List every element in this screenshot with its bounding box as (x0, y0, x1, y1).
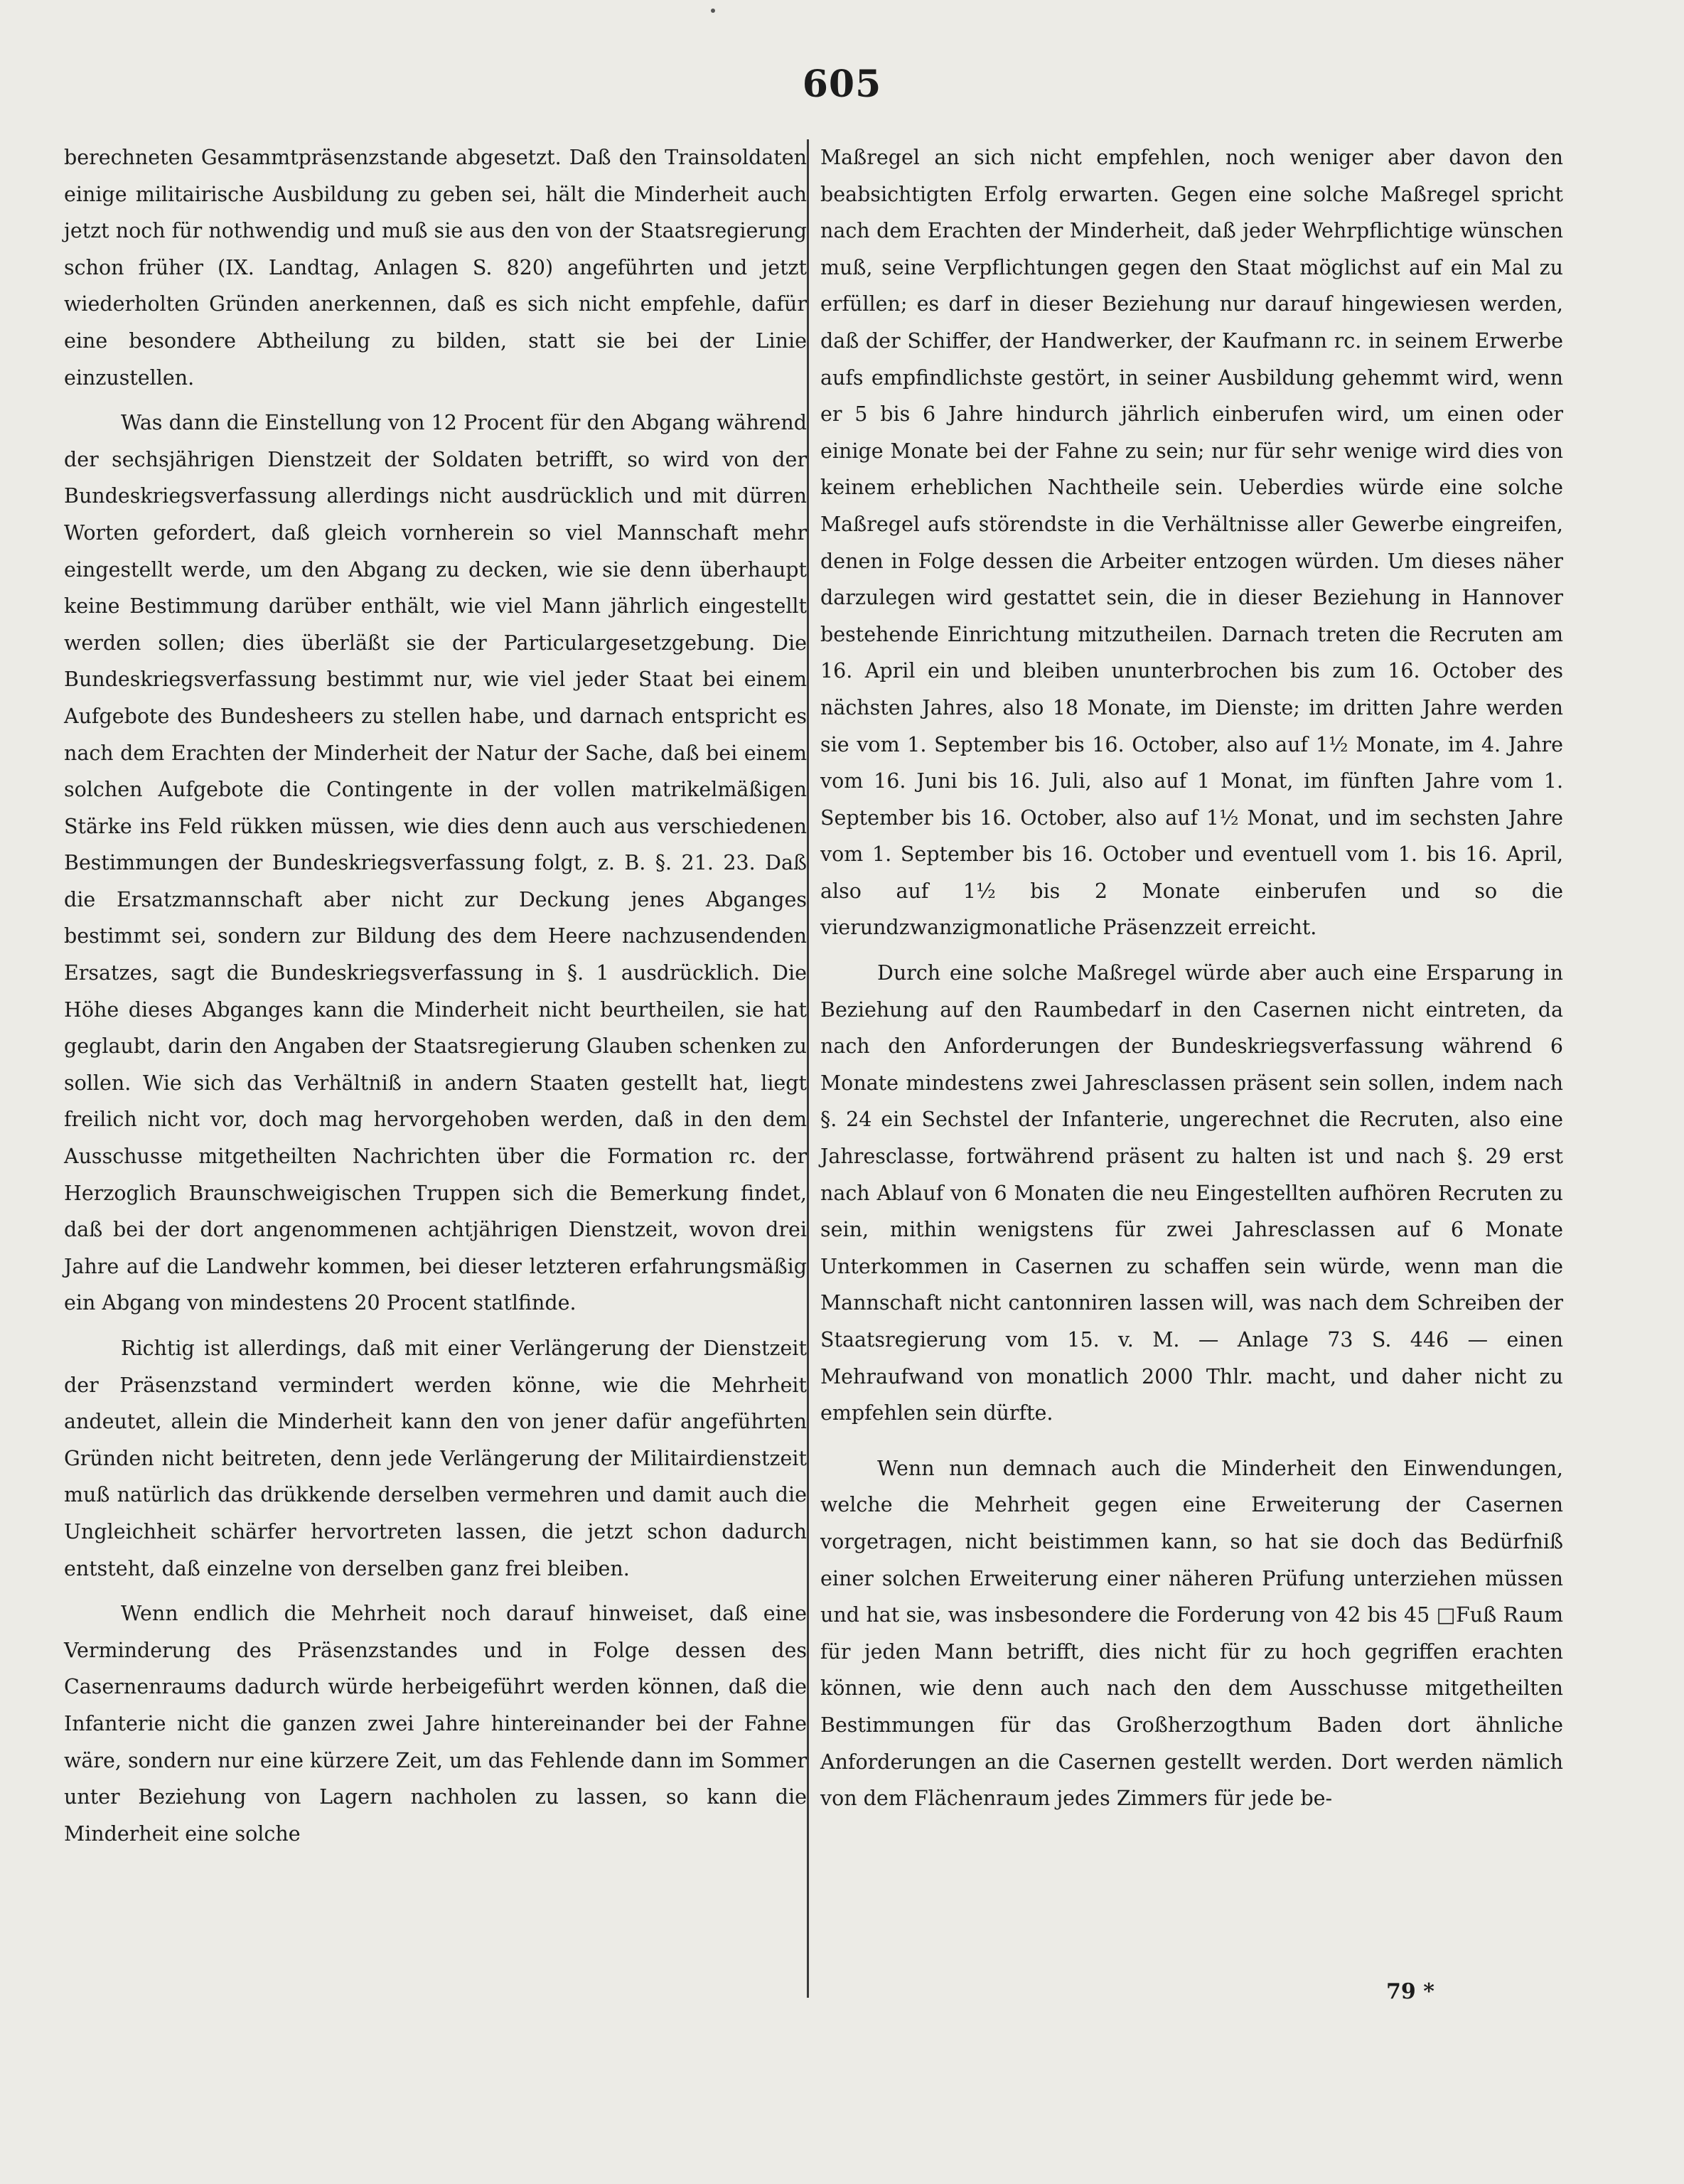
left-paragraph-3: Richtig ist allerdings, daß mit einer Verlängerung der Dienstzeit der Präsenzstand vermindert werden könne, wie die Mehrheit andeutet, allein die Minderheit kann den von jener dafür angeführten Gründen nicht beitreten, denn jede Verlängerung der Militairdienstzeit muß natürlich das drükkende derselben vermehren und damit auch die Ungleichheit schärfer hervortreten lassen, die jetzt schon dadurch entsteht, daß einzelne von derselben ganz frei bleiben. (64, 1337, 807, 1580)
right-paragraph-2: Durch eine solche Maßregel würde aber auch eine Ersparung in Beziehung auf den Raumbedarf in den Casernen nicht eintreten, da nach den Anforderungen der Bundeskriegsverfassung während 6 Monate mindestens zwei Jahresclassen präsent sein sollen, indem nach §. 24 ein Sechstel der Infanterie, ungerechnet die Recruten, also eine Jahresclasse, fortwährend präsent zu halten ist und nach §. 29 erst nach Ablauf von 6 Monaten die neu Eingestellten aufhören Recruten zu sein, mithin wenigstens für zwei Jahresclassen auf 6 Monate Unterkommen in Casernen zu schaffen sein würde, wenn man die Mannschaft nicht cantonniren lassen will, was nach dem Schreiben der Staatsregierung vom 15. v. M. — Anlage 73 S. 446 — einen Mehraufwand von monatlich 2000 Thlr. macht, und daher nicht zu empfehlen sein dürfte. (820, 961, 1563, 1425)
left-paragraph-1: berechneten Gesammtpräsenzstande abgesetzt. Daß den Trainsoldaten einige militairische Ausbildung zu geben sei, hält die Minderheit auch jetzt noch für nothwendig und muß sie aus den von der Staatsregierung schon früher (IX. Landtag, Anlagen S. 820) angeführten und jetzt wiederholten Gründen anerkennen, daß es sich nicht empfehle, dafür eine besondere Abtheilung zu bilden, statt sie bei der Linie einzustellen. (64, 146, 807, 390)
signature-mark: 79 * (1386, 1979, 1434, 2004)
left-paragraph-2: Was dann die Einstellung von 12 Procent für den Abgang während der sechsjährigen Dienstzeit der Soldaten betrifft, so wird von der Bundeskriegsverfassung allerdings nicht ausdrücklich und mit dürren Worten gefordert, daß gleich vornherein so viel Mannschaft mehr eingestellt werde, um den Abgang zu decken, wie sie denn überhaupt keine Bestimmung darüber enthält, wie viel Mann jährlich eingestellt werden sollen; dies überläßt sie der Particulargesetzgebung. Die Bundeskriegsverfassung bestimmt nur, wie viel jeder Staat bei einem Aufgebote des Bundesheers zu stellen habe, und darnach entspricht es nach dem Erachten der Minderheit der Natur der Sache, daß bei einem solchen Aufgebote die Contingente in der vollen matrikelmäßigen Stärke ins Feld rükken müssen, wie dies denn auch aus verschiedenen Bestimmungen der Bundeskriegsverfassung folgt, z. B. §. 21. 23. Daß die Ersatzmannschaft aber nicht zur Deckung jenes Abganges bestimmt sei, sondern zur Bildung des dem Heere nachzusendenden Ersatzes, sagt die Bundeskriegsverfassung in §. 1 ausdrücklich. Die Höhe dieses Abganges kann die Minderheit nicht beurtheilen, sie hat geglaubt, darin den Angaben der Staatsregierung Glauben schenken zu sollen. Wie sich das Verhältniß in andern Staaten gestellt hat, liegt freilich nicht vor, doch mag hervorgehoben werden, daß in den dem Ausschusse mitgetheilten Nachrichten über die Formation rc. der Herzoglich Braunschweigischen Truppen sich die Bemerkung findet, daß bei der dort angenommenen achtjährigen Dienstzeit, wovon drei Jahre auf die Landwehr kommen, bei dieser letzteren erfahrungsmäßig ein Abgang von mindestens 20 Procent statlfinde. (64, 411, 807, 1315)
column-divider (807, 139, 809, 1998)
print-speck (711, 9, 715, 13)
right-column (820, 139, 1563, 1826)
right-paragraph-1: Maßregel an sich nicht empfehlen, noch weniger aber davon den beabsichtigten Erfolg erwarten. Gegen eine solche Maßregel spricht nach dem Erachten der Minderheit, daß jeder Wehrpflichtige wünschen muß, seine Verpflichtungen gegen den Staat möglichst auf ein Mal zu erfüllen; es darf in dieser Beziehung nur darauf hingewiesen werden, daß der Schiffer, der Handwerker, der Kaufmann rc. in seinem Erwerbe aufs empfindlichste gestört, in seiner Ausbildung gehemmt wird, wenn er 5 bis 6 Jahre hindurch jährlich einberufen wird, um einen oder einige Monate bei der Fahne zu sein; nur für sehr wenige wird dies von keinem erheblichen Nachtheile sein. Ueberdies würde eine solche Maßregel aufs störendste in die Verhältnisse aller Gewerbe eingreifen, denen in Folge dessen die Arbeiter entzogen würden. Um dieses näher darzulegen wird gestattet sein, die in dieser Beziehung in Hannover bestehende Einrichtung mitzutheilen. Darnach treten die Recruten am 16. April ein und bleiben ununterbrochen bis zum 16. October des nächsten Jahres, also 18 Monate, im Dienste; im dritten Jahre werden sie vom 1. September bis 16. October, also auf 1½ Monate, im 4. Jahre vom 16. Juni bis 16. Juli, also auf 1 Monat, im fünften Jahre vom 1. September bis 16. October, also auf 1½ Monat, und im sechsten Jahre vom 1. September bis 16. October und eventuell vom 1. bis 16. April, also auf 1½ bis 2 Monate einberufen und so die vierundzwanzigmonatliche Präsenzzeit erreicht. (820, 146, 1563, 940)
left-column (64, 139, 807, 1861)
right-paragraph-3: Wenn nun demnach auch die Minderheit den Einwendungen, welche die Mehrheit gegen eine Erweiterung der Casernen vorgetragen, nicht beistimmen kann, so hat sie doch das Bedürfniß einer solchen Erweiterung einer näheren Prüfung unterziehen müssen und hat sie, was insbesondere die Forderung von 42 bis 45 □Fuß Raum für jeden Mann betrifft, dies nicht für zu hoch gegriffen erachten können, wie denn auch nach den dem Ausschusse mitgetheilten Bestimmungen für das Großherzogthum Baden dort ähnliche Anforderungen an die Casernen gestellt werden. Dort werden nämlich von dem Flächenraum jedes Zimmers für jede be- (820, 1456, 1563, 1811)
left-paragraph-4: Wenn endlich die Mehrheit noch darauf hinweiset, daß eine Verminderung des Präsenzstandes und in Folge dessen des Casernenraums dadurch würde herbeigeführt werden können, daß die Infanterie nicht die ganzen zwei Jahre hintereinander bei der Fahne wäre, sondern nur eine kürzere Zeit, um das Fehlende dann im Sommer unter Beziehung von Lagern nachholen zu lassen, so kann die Minderheit eine solche (64, 1602, 807, 1846)
page-number: 605 (802, 63, 882, 106)
